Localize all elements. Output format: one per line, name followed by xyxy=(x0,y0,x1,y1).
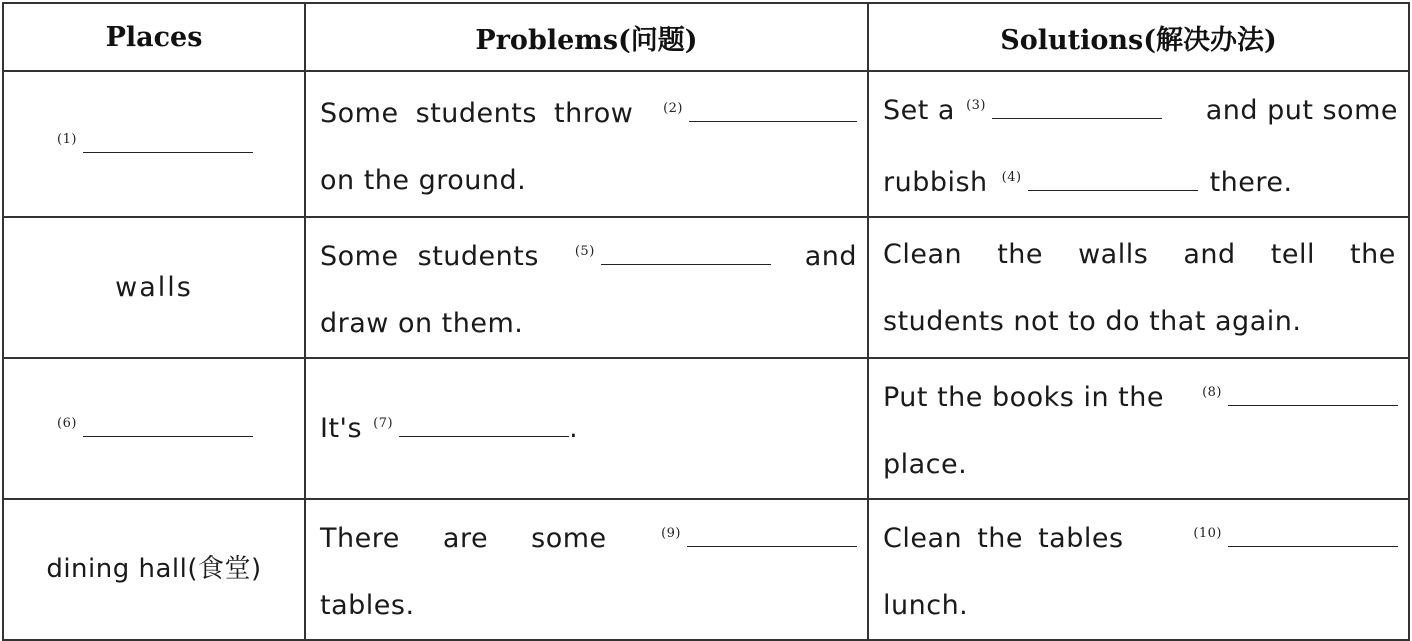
answer-blank[interactable] xyxy=(1228,383,1398,406)
blank-number: (2) xyxy=(663,100,683,116)
solution-text: rubbish xyxy=(883,167,988,198)
solution-cell xyxy=(868,71,1409,217)
solution-text: Clean the walls and tell the xyxy=(883,238,1396,270)
problem-cell xyxy=(305,71,868,217)
problem-text: . xyxy=(569,413,579,444)
solution-text: place. xyxy=(883,449,968,480)
solution-cell xyxy=(868,358,1409,499)
text-line xyxy=(320,500,857,572)
solution-cell xyxy=(868,217,1409,358)
header-places: Places xyxy=(3,3,305,71)
answer-blank[interactable] xyxy=(83,414,253,437)
solution-text: Put the books in the xyxy=(883,382,1164,413)
text-line xyxy=(883,359,1398,431)
problem-text: There are some xyxy=(320,523,607,554)
answer-blank[interactable] xyxy=(83,130,253,153)
answer-blank[interactable] xyxy=(992,96,1162,119)
table-row xyxy=(3,358,1409,499)
answer-blank[interactable] xyxy=(689,99,857,122)
solution-cell xyxy=(868,499,1409,640)
blank-number: (7) xyxy=(373,416,394,431)
problem-text: tables. xyxy=(320,590,415,621)
answer-blank[interactable] xyxy=(1228,524,1398,547)
blank-number: (1) xyxy=(57,131,77,147)
text-line xyxy=(320,75,857,147)
table-row xyxy=(3,71,1409,217)
problem-text: on the ground. xyxy=(320,164,527,196)
blank-number: (3) xyxy=(966,98,986,113)
solution-text: there. xyxy=(1209,167,1293,198)
place-text: walls xyxy=(115,272,193,303)
blank-number: (4) xyxy=(1001,170,1022,185)
place-text: dining hall(食堂) xyxy=(46,554,262,584)
answer-blank[interactable] xyxy=(687,524,857,547)
solution-text: lunch. xyxy=(883,590,969,621)
blank-number: (8) xyxy=(1202,385,1222,400)
solution-text: and put some xyxy=(1205,95,1398,126)
text-line xyxy=(883,72,1398,144)
blank-number: (9) xyxy=(661,526,681,541)
blank-number: (10) xyxy=(1193,526,1222,541)
problem-cell xyxy=(305,499,868,640)
header-row xyxy=(3,3,1409,71)
answer-blank[interactable] xyxy=(399,414,569,437)
blank-number: (5) xyxy=(574,244,595,259)
problem-cell xyxy=(305,217,868,358)
header-solutions: Solutions(解决办法) xyxy=(868,3,1409,71)
table-row xyxy=(3,499,1409,640)
table-row xyxy=(3,217,1409,358)
problem-text: It's xyxy=(320,413,363,444)
problem-text: and xyxy=(804,241,857,272)
problem-text: draw on them. xyxy=(320,308,524,339)
text-line xyxy=(883,221,1398,288)
place-cell xyxy=(3,358,305,499)
text-line xyxy=(883,500,1398,572)
text-line xyxy=(883,144,1398,216)
solution-text: Clean the tables xyxy=(883,523,1124,554)
problem-text: Some students throw xyxy=(320,97,634,129)
blank-number: (6) xyxy=(57,416,77,431)
problem-text: Some students xyxy=(320,241,539,272)
answer-blank[interactable] xyxy=(1028,168,1198,191)
answer-blank[interactable] xyxy=(601,242,771,265)
place-cell xyxy=(3,217,305,358)
problem-cell xyxy=(305,358,868,499)
worksheet-table xyxy=(2,2,1410,641)
solution-text: students not to do that again. xyxy=(883,305,1302,337)
place-cell xyxy=(3,499,305,640)
solution-text: Set a xyxy=(883,95,955,126)
text-line xyxy=(320,218,857,290)
header-problems: Problems(问题) xyxy=(305,3,868,71)
place-cell xyxy=(3,71,305,217)
